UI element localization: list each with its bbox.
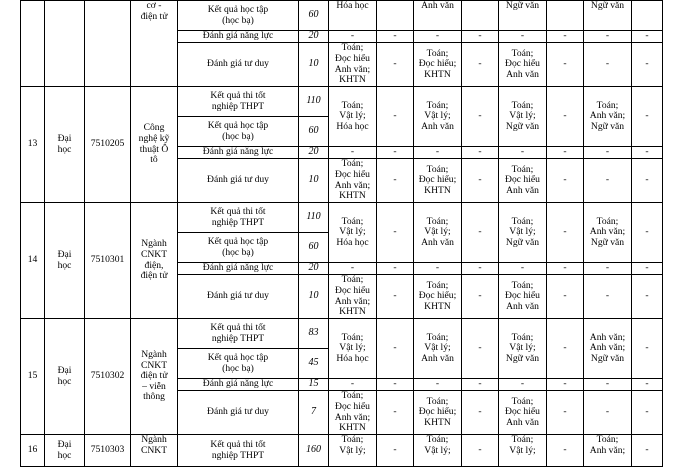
subject-cell: - xyxy=(329,263,377,275)
subject-cell: - xyxy=(499,263,547,275)
quota-cell: 20 xyxy=(299,31,329,43)
level-cell: Đại học xyxy=(45,319,85,435)
subject-cell: - xyxy=(377,391,414,435)
stt-cell xyxy=(21,1,45,87)
subject-cell: Toán; Đọc hiểu Anh văn xyxy=(499,43,547,87)
subject-cell: Toán; Vật lý; xyxy=(414,435,462,467)
subject-cell: Toán; Đọc hiểu Anh văn xyxy=(499,275,547,319)
subject-cell: - xyxy=(377,31,414,43)
subject-cell: - xyxy=(329,31,377,43)
quota-cell: 60 xyxy=(299,233,329,263)
method-cell: Đánh giá tư duy xyxy=(178,159,299,203)
method-cell: Kết quả thi tốt nghiệp THPT xyxy=(178,87,299,117)
subject-cell: - xyxy=(632,391,663,435)
subject-cell: - xyxy=(547,147,584,159)
subject-cell: - xyxy=(584,159,632,203)
code-cell xyxy=(85,1,131,87)
subject-cell: Toán; Vật lý; Ngữ văn xyxy=(499,203,547,263)
subject-cell: - xyxy=(462,87,499,147)
subject-cell: - xyxy=(632,275,663,319)
method-cell: Đánh giá tư duy xyxy=(178,275,299,319)
subject-cell: - xyxy=(462,391,499,435)
quota-cell: 10 xyxy=(299,43,329,87)
level-cell xyxy=(45,1,85,87)
code-cell: 7510303 xyxy=(85,435,131,467)
major-name-cell: cơ - điện tử xyxy=(131,1,178,87)
subject-cell: - xyxy=(462,379,499,391)
subject-cell xyxy=(462,1,499,31)
subject-cell: - xyxy=(632,379,663,391)
subject-cell: - xyxy=(377,275,414,319)
quota-cell: 45 xyxy=(299,349,329,379)
subject-cell: - xyxy=(462,319,499,379)
level-cell: Đại học xyxy=(45,87,85,203)
quota-cell: 110 xyxy=(299,87,329,117)
subject-cell: - xyxy=(414,379,462,391)
subject-cell: - xyxy=(632,87,663,147)
subject-cell: - xyxy=(329,379,377,391)
code-cell: 7510301 xyxy=(85,203,131,319)
code-cell: 7510302 xyxy=(85,319,131,435)
subject-cell: - xyxy=(462,275,499,319)
subject-cell: Anh văn; Anh văn; Ngữ văn xyxy=(584,319,632,379)
subject-cell: - xyxy=(462,31,499,43)
method-cell: Kết quả thi tốt nghiệp THPT xyxy=(178,319,299,349)
subject-cell: - xyxy=(377,435,414,467)
level-cell: Đại học xyxy=(45,435,85,467)
subject-cell: Anh văn xyxy=(414,1,462,31)
method-cell: Kết quả học tập (học bạ) xyxy=(178,1,299,31)
table-row xyxy=(21,203,663,233)
subject-cell: Toán; Vật lý; Hóa học xyxy=(329,87,377,147)
subject-cell: Toán; Đọc hiểu; KHTN xyxy=(414,43,462,87)
subject-cell xyxy=(632,1,663,31)
subject-cell: - xyxy=(547,43,584,87)
subject-cell: Toán; Vật lý; Anh văn xyxy=(414,319,462,379)
subject-cell: Toán; Vật lý; xyxy=(499,435,547,467)
quota-cell: 83 xyxy=(299,319,329,349)
method-cell: Đánh giá năng lực xyxy=(178,379,299,391)
quota-cell: 60 xyxy=(299,1,329,31)
subject-cell: - xyxy=(547,31,584,43)
subject-cell: Toán; Vật lý; Hóa học xyxy=(329,203,377,263)
quota-cell: 60 xyxy=(299,117,329,147)
subject-cell: - xyxy=(547,275,584,319)
subject-cell: - xyxy=(414,31,462,43)
subject-cell: - xyxy=(584,147,632,159)
subject-cell: - xyxy=(377,159,414,203)
subject-cell: - xyxy=(547,263,584,275)
subject-cell: - xyxy=(632,263,663,275)
subject-cell: - xyxy=(377,203,414,263)
quota-cell: 20 xyxy=(299,263,329,275)
method-cell: Kết quả học tập (học bạ) xyxy=(178,349,299,379)
subject-cell: Toán; Đọc hiểu Anh văn; KHTN xyxy=(329,391,377,435)
subject-cell: Toán; Anh văn; xyxy=(584,435,632,467)
subject-cell: - xyxy=(547,435,584,467)
subject-cell: - xyxy=(462,263,499,275)
quota-cell: 110 xyxy=(299,203,329,233)
admission-table xyxy=(20,0,663,467)
subject-cell: - xyxy=(499,147,547,159)
subject-cell: - xyxy=(632,43,663,87)
subject-cell: - xyxy=(632,203,663,263)
major-name-cell: Ngành CNKT điện, điện tử xyxy=(131,203,178,319)
method-cell: Đánh giá năng lực xyxy=(178,31,299,43)
subject-cell: - xyxy=(377,319,414,379)
quota-cell: 10 xyxy=(299,159,329,203)
subject-cell: Toán; Đọc hiểu Anh văn; KHTN xyxy=(329,159,377,203)
subject-cell: Toán; Vật lý; Hóa học xyxy=(329,319,377,379)
code-cell: 7510205 xyxy=(85,87,131,203)
subject-cell: Hóa học xyxy=(329,1,377,31)
subject-cell: - xyxy=(329,147,377,159)
subject-cell: Toán; Anh văn; Ngữ văn xyxy=(584,87,632,147)
subject-cell: - xyxy=(462,43,499,87)
stt-cell: 15 xyxy=(21,319,45,435)
subject-cell: Toán; Đọc hiểu; KHTN xyxy=(414,391,462,435)
subject-cell: - xyxy=(462,147,499,159)
subject-cell: - xyxy=(377,147,414,159)
method-cell: Đánh giá tư duy xyxy=(178,391,299,435)
subject-cell: Ngữ văn xyxy=(499,1,547,31)
major-name-cell: Ngành CNKT xyxy=(131,435,178,467)
subject-cell: Toán; Vật lý; Anh văn xyxy=(414,87,462,147)
subject-cell: - xyxy=(584,379,632,391)
level-cell: Đại học xyxy=(45,203,85,319)
subject-cell: - xyxy=(584,31,632,43)
subject-cell: - xyxy=(632,319,663,379)
subject-cell: - xyxy=(584,263,632,275)
subject-cell xyxy=(377,1,414,31)
subject-cell: - xyxy=(632,159,663,203)
subject-cell: Ngữ văn xyxy=(584,1,632,31)
stt-cell: 13 xyxy=(21,87,45,203)
method-cell: Đánh giá tư duy xyxy=(178,43,299,87)
subject-cell: - xyxy=(547,159,584,203)
subject-cell: Toán; Đọc hiểu Anh văn xyxy=(499,159,547,203)
quota-cell: 10 xyxy=(299,275,329,319)
subject-cell: - xyxy=(377,87,414,147)
method-cell: Đánh giá năng lực xyxy=(178,263,299,275)
method-cell: Kết quả học tập (học bạ) xyxy=(178,117,299,147)
subject-cell: - xyxy=(547,87,584,147)
quota-cell: 160 xyxy=(299,435,329,467)
subject-cell: - xyxy=(584,43,632,87)
subject-cell: - xyxy=(499,379,547,391)
subject-cell: - xyxy=(547,391,584,435)
subject-cell: - xyxy=(414,147,462,159)
major-name-cell: Công nghệ kỹ thuật Ô tô xyxy=(131,87,178,203)
subject-cell xyxy=(547,1,584,31)
quota-cell: 20 xyxy=(299,147,329,159)
subject-cell: - xyxy=(499,31,547,43)
subject-cell: - xyxy=(377,379,414,391)
stt-cell: 16 xyxy=(21,435,45,467)
subject-cell: Toán; Đọc hiểu Anh văn xyxy=(499,391,547,435)
subject-cell: Toán; Anh văn; Ngữ văn xyxy=(584,203,632,263)
subject-cell: Toán; Vật lý; Anh văn xyxy=(414,203,462,263)
method-cell: Kết quả thi tốt nghiệp THPT xyxy=(178,435,299,467)
subject-cell: - xyxy=(462,435,499,467)
subject-cell: - xyxy=(462,159,499,203)
subject-cell: - xyxy=(584,391,632,435)
major-name-cell: Ngành CNKT điện tử – viễn thông xyxy=(131,319,178,435)
stt-cell: 14 xyxy=(21,203,45,319)
quota-cell: 15 xyxy=(299,379,329,391)
table-row xyxy=(21,435,663,467)
table-row xyxy=(21,87,663,117)
quota-cell: 7 xyxy=(299,391,329,435)
method-cell: Kết quả học tập (học bạ) xyxy=(178,233,299,263)
subject-cell: Toán; Đọc hiểu Anh văn; KHTN xyxy=(329,43,377,87)
subject-cell: - xyxy=(547,379,584,391)
subject-cell: - xyxy=(547,203,584,263)
method-cell: Đánh giá năng lực xyxy=(178,147,299,159)
subject-cell: - xyxy=(632,31,663,43)
subject-cell: - xyxy=(547,319,584,379)
subject-cell: Toán; Đọc hiểu Anh văn; KHTN xyxy=(329,275,377,319)
subject-cell: - xyxy=(377,263,414,275)
subject-cell: - xyxy=(632,147,663,159)
method-cell: Kết quả thi tốt nghiệp THPT xyxy=(178,203,299,233)
subject-cell: Toán; Vật lý; Ngữ văn xyxy=(499,319,547,379)
subject-cell: - xyxy=(632,435,663,467)
subject-cell: Toán; Vật lý; xyxy=(329,435,377,467)
subject-cell: Toán; Đọc hiểu; KHTN xyxy=(414,159,462,203)
table-row xyxy=(21,1,663,31)
subject-cell: - xyxy=(377,43,414,87)
table-row xyxy=(21,319,663,349)
subject-cell: - xyxy=(414,263,462,275)
subject-cell: - xyxy=(584,275,632,319)
subject-cell: - xyxy=(462,203,499,263)
subject-cell: Toán; Đọc hiểu; KHTN xyxy=(414,275,462,319)
subject-cell: Toán; Vật lý; Ngữ văn xyxy=(499,87,547,147)
